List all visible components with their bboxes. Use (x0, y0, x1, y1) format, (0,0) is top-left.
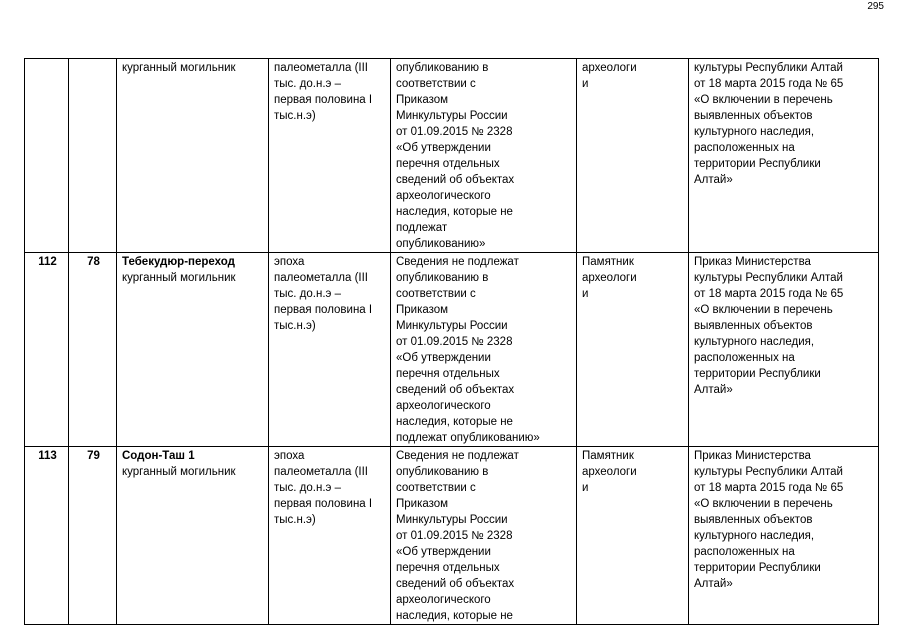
dating-line: тыс. до.н.э – (274, 288, 341, 300)
publication-note-line: опубликованию в (396, 62, 489, 74)
legal-document-line: «О включении в перечень (694, 94, 833, 106)
publication-note-line: «Об утверждении (396, 142, 491, 154)
legal-document-line: Приказ Министерства (694, 450, 811, 462)
dating-line: эпоха (274, 256, 305, 268)
publication-note-cell (391, 59, 577, 253)
local-number-cell (69, 59, 117, 253)
page-number: 295 (867, 1, 884, 12)
publication-note-line: археологического (396, 400, 491, 412)
legal-document-line: Алтай» (694, 174, 733, 186)
publication-note-line: от 01.09.2015 № 2328 (396, 530, 513, 542)
table-row (25, 447, 879, 625)
legal-document-line: выявленных объектов (694, 514, 813, 526)
dating-line: тыс.н.э) (274, 110, 316, 122)
dating-cell (269, 253, 391, 447)
legal-document-line: Алтай» (694, 384, 733, 396)
publication-note-line: «Об утверждении (396, 546, 491, 558)
category-line: и (582, 288, 589, 300)
registry-number: 112 (38, 256, 57, 268)
registry-number-cell (25, 447, 69, 625)
legal-document-line: территории Республики (694, 368, 821, 380)
table-row (25, 253, 879, 447)
publication-note-line: опубликованию в (396, 272, 489, 284)
publication-note-line: соответствии с (396, 288, 476, 300)
publication-note-line: соответствии с (396, 482, 476, 494)
publication-note-line: перечня отдельных (396, 368, 500, 380)
publication-note-line: Приказом (396, 498, 449, 510)
publication-note-line: Сведения не подлежат (396, 256, 519, 268)
publication-note-line: перечня отдельных (396, 158, 500, 170)
publication-note-line: «Об утверждении (396, 352, 491, 364)
publication-note-line: сведений об объектах (396, 578, 515, 590)
legal-document-line: выявленных объектов (694, 110, 813, 122)
category-line: и (582, 482, 589, 494)
registry-number-cell (25, 253, 69, 447)
publication-note-line: сведений об объектах (396, 174, 515, 186)
legal-document-line: от 18 марта 2015 года № 65 (694, 78, 844, 90)
category-line: археологи (582, 466, 637, 478)
dating-line: тыс.н.э) (274, 514, 316, 526)
site-name-cell (117, 59, 269, 253)
category-line: Памятник (582, 256, 634, 268)
site-type: курганный могильник (122, 272, 236, 284)
category-line: археологи (582, 272, 637, 284)
category-cell (577, 253, 689, 447)
publication-note-line: Минкультуры России (396, 514, 508, 526)
publication-note-line: Приказом (396, 304, 449, 316)
publication-note-line: опубликованию в (396, 466, 489, 478)
publication-note-line: соответствии с (396, 78, 476, 90)
site-type: курганный могильник (122, 62, 236, 74)
local-number-cell (69, 447, 117, 625)
local-number: 78 (87, 256, 100, 268)
legal-document-line: Алтай» (694, 578, 733, 590)
site-name: Содон-Таш 1 (122, 450, 195, 462)
category-line: археологи (582, 62, 637, 74)
dating-line: палеометалла (III (274, 62, 369, 74)
legal-document-line: территории Республики (694, 562, 821, 574)
publication-note-line: Минкультуры России (396, 110, 508, 122)
registry-body (25, 59, 879, 625)
legal-document-line: территории Республики (694, 158, 821, 170)
dating-line: тыс. до.н.э – (274, 78, 341, 90)
local-number: 79 (87, 450, 100, 462)
category-line: и (582, 78, 589, 90)
publication-note-line: опубликованию» (396, 238, 486, 250)
registry-number: 113 (38, 450, 57, 462)
table-row (25, 59, 879, 253)
dating-line: первая половина I (274, 304, 373, 316)
legal-document-line: расположенных на (694, 142, 795, 154)
category-cell (577, 447, 689, 625)
legal-document-line: от 18 марта 2015 года № 65 (694, 288, 844, 300)
publication-note-line: Сведения не подлежат (396, 450, 519, 462)
legal-document-line: «О включении в перечень (694, 498, 833, 510)
publication-note-line: наследия, которые не (396, 416, 513, 428)
category-line: Памятник (582, 450, 634, 462)
publication-note-cell (391, 253, 577, 447)
dating-cell (269, 59, 391, 253)
site-name-cell (117, 253, 269, 447)
publication-note-line: наследия, которые не (396, 610, 513, 622)
dating-line: эпоха (274, 450, 305, 462)
dating-line: тыс. до.н.э – (274, 482, 341, 494)
site-name: Тебекудюр-переход (122, 256, 235, 268)
dating-line: первая половина I (274, 498, 373, 510)
publication-note-line: сведений об объектах (396, 384, 515, 396)
site-type: курганный могильник (122, 466, 236, 478)
legal-document-cell (689, 253, 879, 447)
dating-line: палеометалла (III (274, 272, 369, 284)
registry-number-cell (25, 59, 69, 253)
dating-cell (269, 447, 391, 625)
legal-document-cell (689, 447, 879, 625)
local-number-cell (69, 253, 117, 447)
publication-note-line: перечня отдельных (396, 562, 500, 574)
dating-line: первая половина I (274, 94, 373, 106)
legal-document-line: расположенных на (694, 546, 795, 558)
heritage-registry-table (24, 58, 879, 625)
dating-line: палеометалла (III (274, 466, 369, 478)
legal-document-cell (689, 59, 879, 253)
category-cell (577, 59, 689, 253)
publication-note-line: Минкультуры России (396, 320, 508, 332)
legal-document-line: от 18 марта 2015 года № 65 (694, 482, 844, 494)
legal-document-line: культурного наследия, (694, 126, 815, 138)
legal-document-line: культуры Республики Алтай (694, 466, 843, 478)
publication-note-line: от 01.09.2015 № 2328 (396, 336, 513, 348)
legal-document-line: выявленных объектов (694, 320, 813, 332)
legal-document-line: расположенных на (694, 352, 795, 364)
legal-document-line: «О включении в перечень (694, 304, 833, 316)
legal-document-line: культуры Республики Алтай (694, 62, 843, 74)
legal-document-line: культурного наследия, (694, 530, 815, 542)
legal-document-line: культурного наследия, (694, 336, 815, 348)
dating-line: тыс.н.э) (274, 320, 316, 332)
legal-document-line: культуры Республики Алтай (694, 272, 843, 284)
publication-note-line: археологического (396, 190, 491, 202)
publication-note-line: подлежат опубликованию» (396, 432, 540, 444)
publication-note-line: Приказом (396, 94, 449, 106)
publication-note-cell (391, 447, 577, 625)
publication-note-line: от 01.09.2015 № 2328 (396, 126, 513, 138)
publication-note-line: подлежат (396, 222, 448, 234)
publication-note-line: археологического (396, 594, 491, 606)
publication-note-line: наследия, которые не (396, 206, 513, 218)
site-name-cell (117, 447, 269, 625)
legal-document-line: Приказ Министерства (694, 256, 811, 268)
